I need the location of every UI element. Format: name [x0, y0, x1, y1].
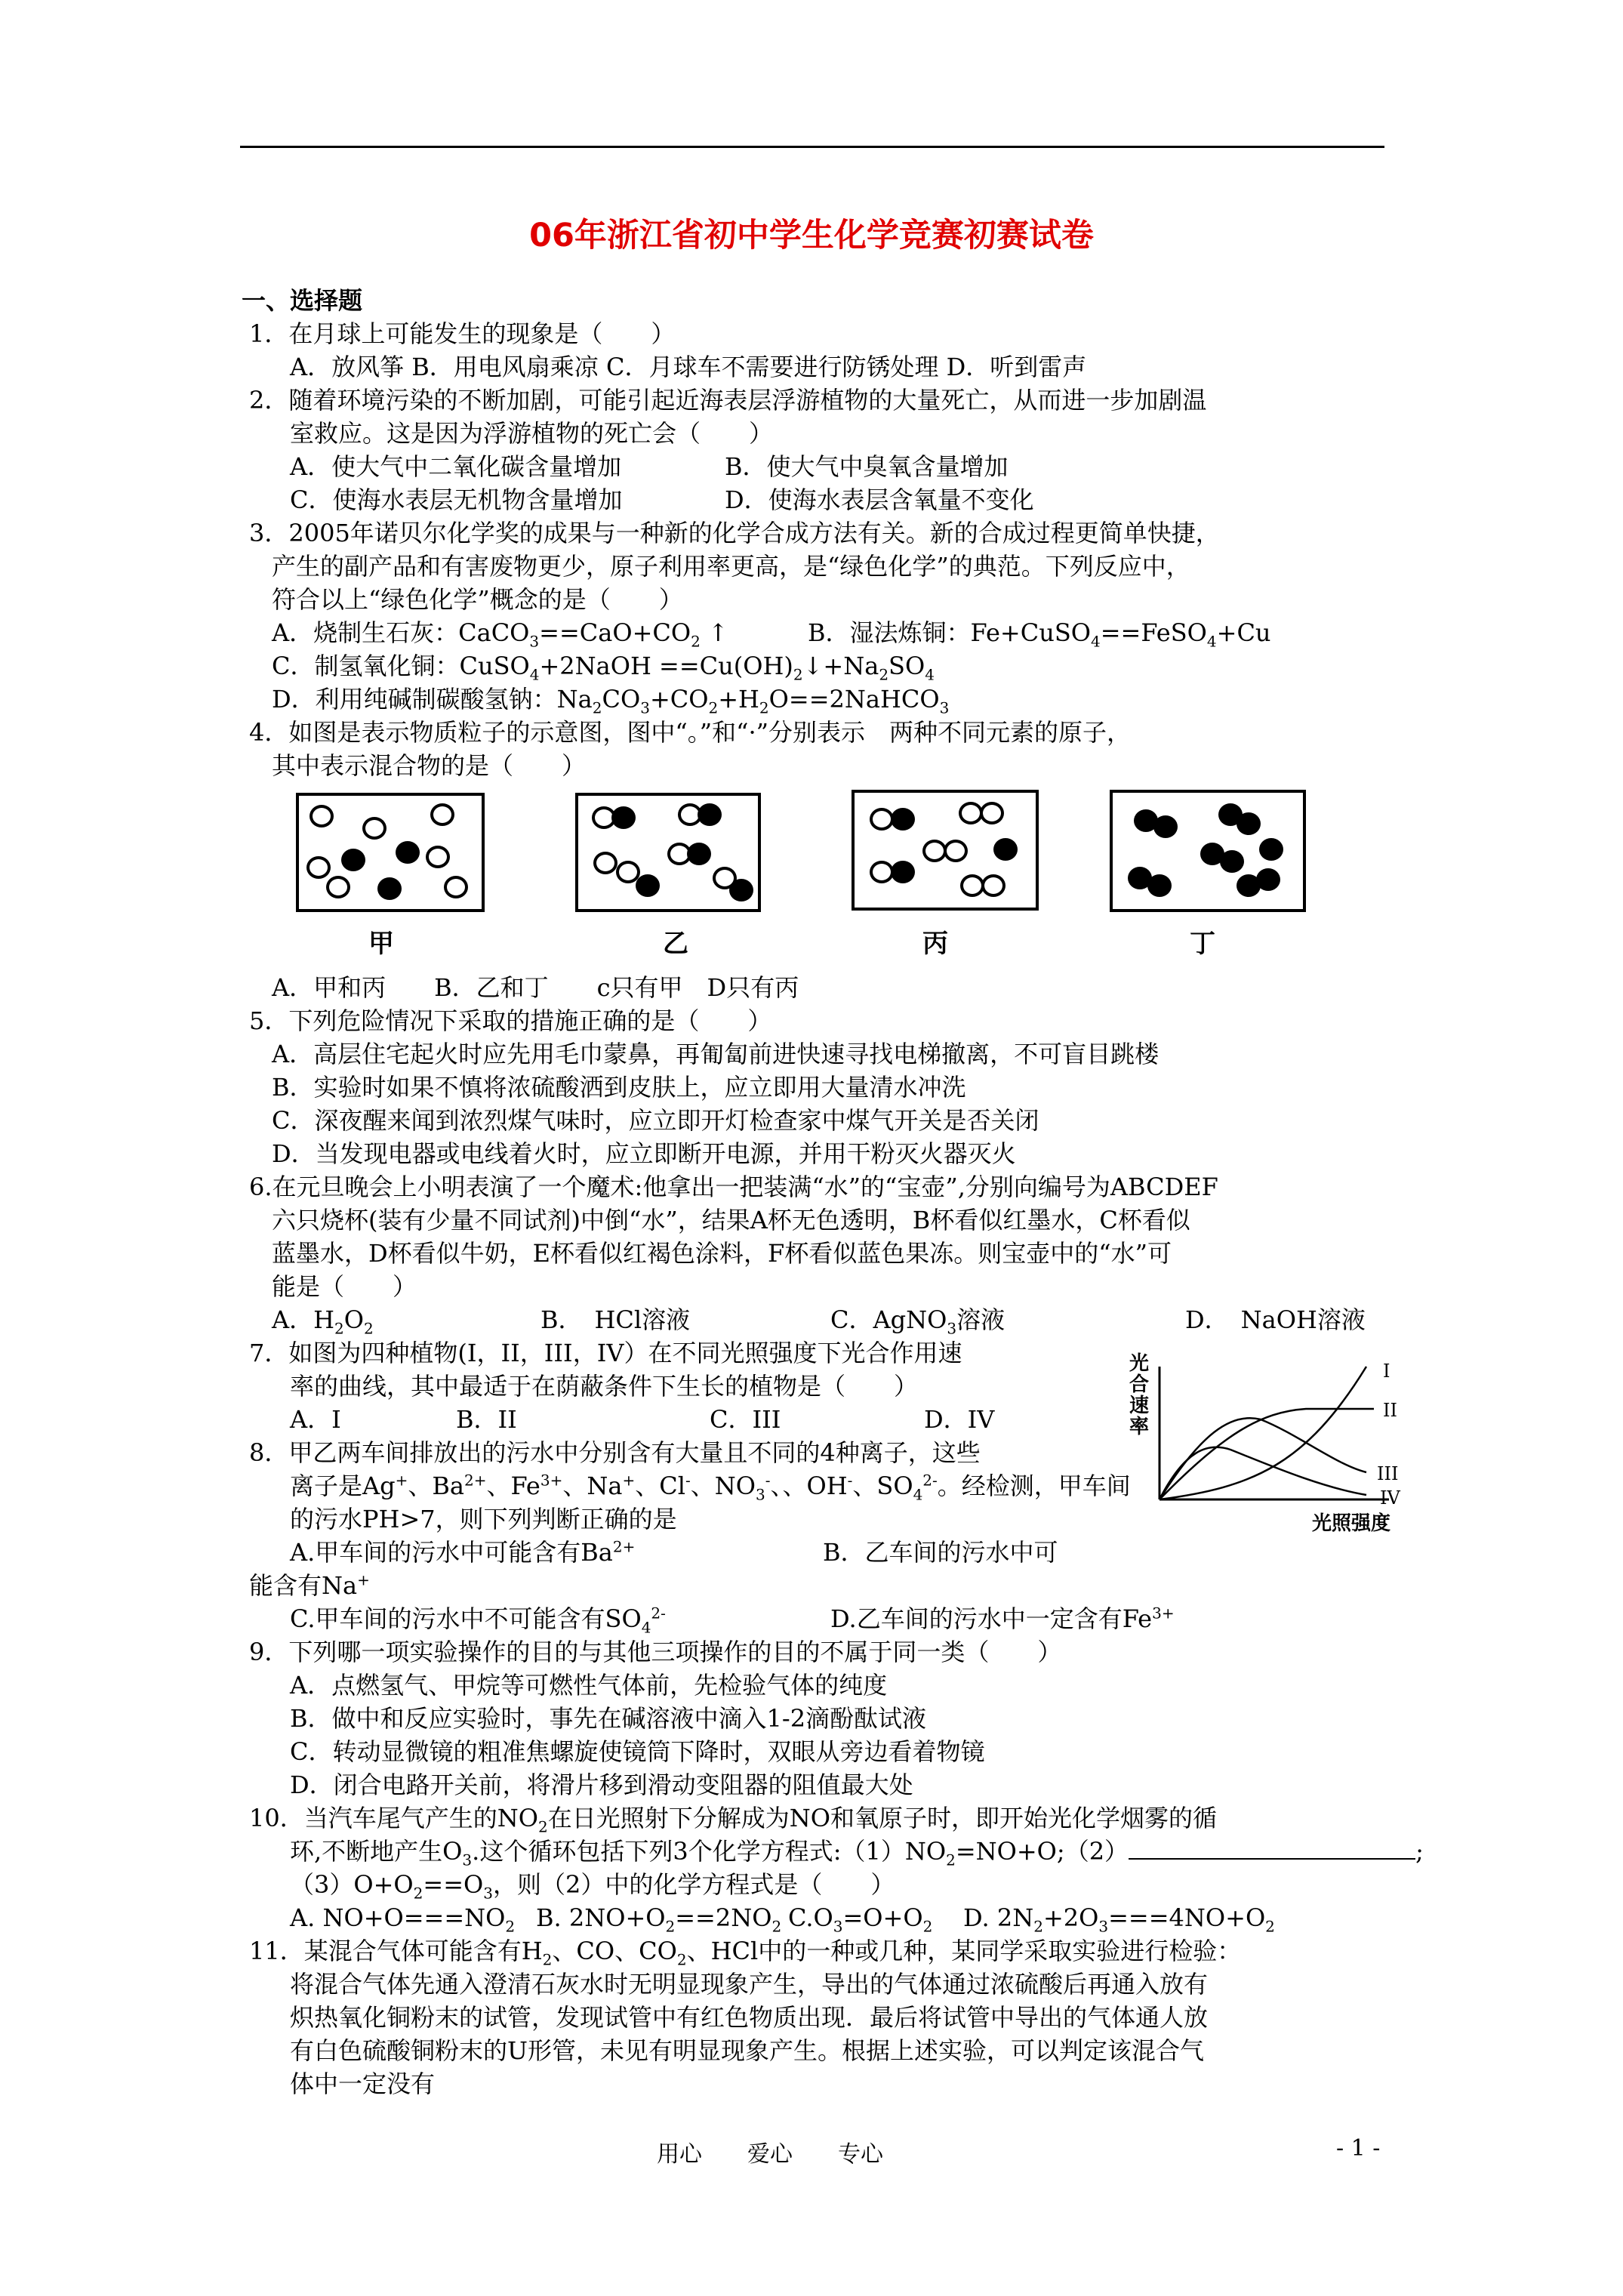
q8-stem-3: 的污水PH>7，则下列判断正确的是: [290, 1505, 677, 1533]
q3-option-c: C．制氢氧化铜：CuSO$_4$+2NaOH $==Cu(OH)_2↓+Na_2SO_4$: [272, 652, 935, 684]
hollow-atom: [980, 802, 1004, 824]
curve-I: [1160, 1367, 1366, 1499]
q11-stem-5: 体中一定没有: [290, 2069, 436, 2098]
q10-option-c: $C.O_3=O+O_2$: [788, 1903, 933, 1936]
q6-option-b: B． HCl溶液: [540, 1305, 691, 1334]
filled-atom: [687, 843, 711, 865]
q10-answer-blank[interactable]: [1129, 1837, 1415, 1860]
q7-photosynthesis-graph: [1117, 1351, 1449, 1548]
q7-option-c: C．III: [710, 1405, 781, 1434]
q8-stem-1: 8．甲乙两车间排放出的污水中分别含有大量且不同的4种离子，这些: [249, 1438, 981, 1467]
q2-option-d: D．使海水表层含氧量不变化: [725, 485, 1034, 514]
graph-ylabel-char: 率: [1129, 1416, 1150, 1438]
curve-label-I: I: [1383, 1361, 1390, 1382]
box-label-ding: 丁: [1190, 929, 1215, 959]
q1-options: A．放风筝 B．用电风扇乘凉 C．月球车不需要进行防锈处理 D．听到雷声: [290, 353, 1087, 381]
q5-option-b: B．实验时如果不慎将浓硫酸洒到皮肤上，应立即用大量清水冲洗: [272, 1073, 966, 1102]
q9-stem: 9．下列哪一项实验操作的目的与其他三项操作的目的不属于同一类（ ）: [249, 1638, 1062, 1666]
q8-option-c: C.甲车间的污水中不可能含有$SO_4^{2-}$: [290, 1604, 666, 1637]
filled-atom: [1259, 838, 1283, 861]
hollow-atom: [426, 846, 450, 868]
hollow-atom: [444, 876, 468, 898]
hollow-atom: [310, 805, 334, 827]
q9-option-b: B．做中和反应实验时，事先在碱溶液中滴入1-2滴酚酞试液: [290, 1704, 927, 1733]
curve-label-III: III: [1377, 1463, 1399, 1484]
q9-option-a: A．点燃氢气、甲烷等可燃性气体前，先检验气体的纯度: [290, 1671, 888, 1700]
q6-stem-4: 能是（ ）: [272, 1272, 417, 1301]
q10-option-d: D. $2N_2+2O_3===4NO+O_2$: [963, 1903, 1275, 1936]
q7-option-d: D．IV: [924, 1405, 995, 1434]
q4-stem-1: 4．如图是表示物质粒子的示意图，图中“。”和“·”分别表示 两种不同元素的原子，: [249, 718, 1131, 747]
q8-option-b-1: B．乙车间的污水中可: [823, 1538, 1058, 1567]
filled-atom: [698, 803, 722, 826]
page-title: 06年浙江省初中学生化学竞赛初赛试卷: [529, 217, 1094, 254]
q7-option-a: A．I: [290, 1405, 341, 1434]
q2-stem-2: 室救应。这是因为浮游植物的死亡会（ ）: [290, 419, 774, 448]
q1-stem: 1．在月球上可能发生的现象是（ ）: [249, 319, 676, 348]
filled-atom: [1147, 874, 1172, 897]
curve-label-IV: IV: [1380, 1487, 1400, 1509]
graph-ylabel-char: 光: [1129, 1352, 1150, 1375]
q2-option-b: B．使大气中臭氧含量增加: [725, 452, 1009, 481]
hollow-atom: [981, 874, 1006, 897]
filled-atom: [1153, 815, 1178, 838]
q11-stem-1: 11．某混合气体可能含有$H_2$、CO、$CO_2$、HCl中的一种或几种，某同学采取实验进行检验：: [249, 1937, 1242, 1969]
filled-atom: [1220, 850, 1244, 873]
q5-stem: 5．下列危险情况下采取的措施正确的是（ ）: [249, 1006, 772, 1035]
filled-atom: [1256, 868, 1280, 891]
q11-stem-3: 炽热氧化铜粉末的试管，发现试管中有红色物质出现．最后将试管中导出的气体通人放: [290, 2003, 1209, 2032]
particle-box-jia: [296, 793, 485, 912]
particle-box-yi: [575, 793, 761, 912]
filled-atom: [341, 849, 365, 871]
hollow-atom: [326, 876, 350, 898]
q6-option-c: C．AgNO$_3$溶液: [830, 1305, 1006, 1338]
filled-atom: [611, 806, 636, 829]
footer-motto: 用心 爱心 专心: [657, 2141, 883, 2168]
q8-option-a: A.甲车间的污水中可能含有$Ba^{2+}$: [290, 1537, 636, 1567]
q6-option-a: A．$H_2O_2$: [272, 1305, 374, 1338]
filled-atom: [636, 874, 660, 897]
hollow-atom: [362, 817, 387, 840]
filled-atom: [396, 841, 420, 864]
box-label-yi: 乙: [663, 929, 688, 959]
box-label-bing: 丙: [922, 929, 948, 959]
q4-options: A．甲和丙 B．乙和丁 c只有甲 D只有丙: [272, 973, 799, 1002]
q5-option-d: D．当发现电器或电线着火时，应立即断开电源，并用干粉灭火器灭火: [272, 1139, 1016, 1168]
q6-stem-1: 6.在元旦晚会上小明表演了一个魔术:他拿出一把装满“水”的“宝壶”,分别向编号为ABCDEF: [249, 1173, 1218, 1201]
q11-stem-4: 有白色硫酸铜粉末的U形管，未见有明显现象产生。根据上述实验，可以判定该混合气: [290, 2036, 1204, 2065]
q5-option-c: C．深夜醒来闻到浓烈煤气味时，应立即开灯检查家中煤气开关是否关闭: [272, 1106, 1039, 1135]
section-heading: 一、选择题: [242, 286, 363, 315]
q7-stem-1: 7．如图为四种植物(I，II，III，IV）在不同光照强度下光合作用速: [249, 1339, 962, 1367]
filled-atom: [993, 838, 1018, 861]
graph-ylabel-char: 速: [1129, 1395, 1150, 1417]
q3-option-a: A．烧制生石灰：$CaCO_3==CaO+CO_2$ ↑: [272, 618, 728, 651]
q2-stem-1: 2．随着环境污染的不断加剧，可能引起近海表层浮游植物的大量死亡，从而进一步加剧温: [249, 386, 1207, 415]
curve-label-II: II: [1383, 1400, 1397, 1421]
graph-xlabel: 光照强度: [1312, 1512, 1391, 1535]
q10-stem-1: 10．当汽车尾气产生的$NO_2$在日光照射下分解成为NO和氧原子时，即开始光化学烟雾的循: [249, 1804, 1217, 1836]
q3-stem-1: 3．2005年诺贝尔化学奖的成果与一种新的化学合成方法有关。新的合成过程更简单快捷，: [249, 519, 1220, 547]
filled-atom: [891, 861, 915, 883]
header-rule: [240, 146, 1384, 148]
particle-box-ding: [1110, 790, 1306, 912]
filled-atom: [729, 879, 753, 901]
box-label-jia: 甲: [368, 929, 394, 959]
q4-stem-2: 其中表示混合物的是（ ）: [272, 751, 587, 780]
q10-option-b: B. $2NO+O_2==2NO_2$: [536, 1903, 782, 1936]
q8-option-d: D.乙车间的污水中一定含有$Fe^{3+}$: [830, 1604, 1175, 1633]
page-number: - 1 -: [1336, 2135, 1381, 2162]
q8-option-b-2: 能含有Na+: [249, 1570, 370, 1600]
filled-atom: [891, 808, 915, 831]
q10-stem-2: 环,不断地产生$O_3$.这个循环包括下列3个化学方程式$:(1)NO_2=NO+O;(2)$ ;: [290, 1837, 1424, 1869]
q7-option-b: B．II: [456, 1405, 517, 1434]
hollow-atom: [944, 840, 968, 862]
q6-stem-2: 六只烧杯(装有少量不同试剂)中倒“水”，结果A杯无色透明，B杯看似红墨水，C杯看似: [272, 1206, 1190, 1234]
filled-atom: [1236, 812, 1261, 835]
q6-stem-3: 蓝墨水，D杯看似牛奶，E杯看似红褐色涂料，F杯看似蓝色果冻。则宝壶中的“水”可: [272, 1239, 1172, 1268]
q8-stem-2: 离子是Ag+、$Ba^{2+}$、$Fe^{3+}$、Na+、Cl-、$NO_3^-$、、OH-、$SO_4^{2-}$。经检测，甲车间: [290, 1471, 1131, 1504]
q7-stem-2: 率的曲线，其中最适于在荫蔽条件下生长的植物是（ ）: [290, 1372, 919, 1401]
q6-option-d: D． NaOH溶液: [1185, 1305, 1366, 1334]
q5-option-a: A．高层住宅起火时应先用毛巾蒙鼻，再匍匐前进快速寻找电梯撤离，不可盲目跳楼: [272, 1040, 1160, 1068]
q3-option-b: B．湿法炼铜：Fe+CuSO$_4$==FeSO$_4$+Cu: [808, 618, 1271, 651]
q11-stem-2: 将混合气体先通入澄清石灰水时无明显现象产生，导出的气体通过浓硫酸后再通入放有: [290, 1970, 1209, 1999]
filled-atom: [377, 877, 402, 900]
hollow-atom: [430, 803, 454, 826]
hollow-atom: [306, 856, 331, 879]
q9-option-d: D．闭合电路开关前，将滑片移到滑动变阻器的阻值最大处: [290, 1771, 913, 1799]
q9-option-c: C．转动显微镜的粗准焦螺旋使镜筒下降时，双眼从旁边看着物镜: [290, 1737, 985, 1766]
q10-stem-3: $(3)O+O_2==O_3$，则（2）中的化学方程式是（ ）: [290, 1870, 895, 1903]
particle-box-bing: [852, 790, 1039, 911]
graph-ylabel-char: 合: [1129, 1373, 1150, 1396]
q2-option-c: C．使海水表层无机物含量增加: [290, 485, 623, 514]
q2-option-a: A．使大气中二氧化碳含量增加: [290, 452, 622, 481]
q10-option-a: A. $NO+O===NO_2$: [290, 1903, 516, 1936]
q3-stem-3: 符合以上“绿色化学”概念的是（ ）: [272, 585, 683, 614]
q3-option-d: D．利用纯碱制碳酸氢钠：$Na_2CO_3+CO_2+H_2O==2NaHCO_3$: [272, 685, 950, 717]
hollow-atom: [593, 852, 617, 874]
q3-stem-2: 产生的副产品和有害废物更少，原子利用率更高，是“绿色化学”的典范。下列反应中，: [272, 552, 1190, 581]
